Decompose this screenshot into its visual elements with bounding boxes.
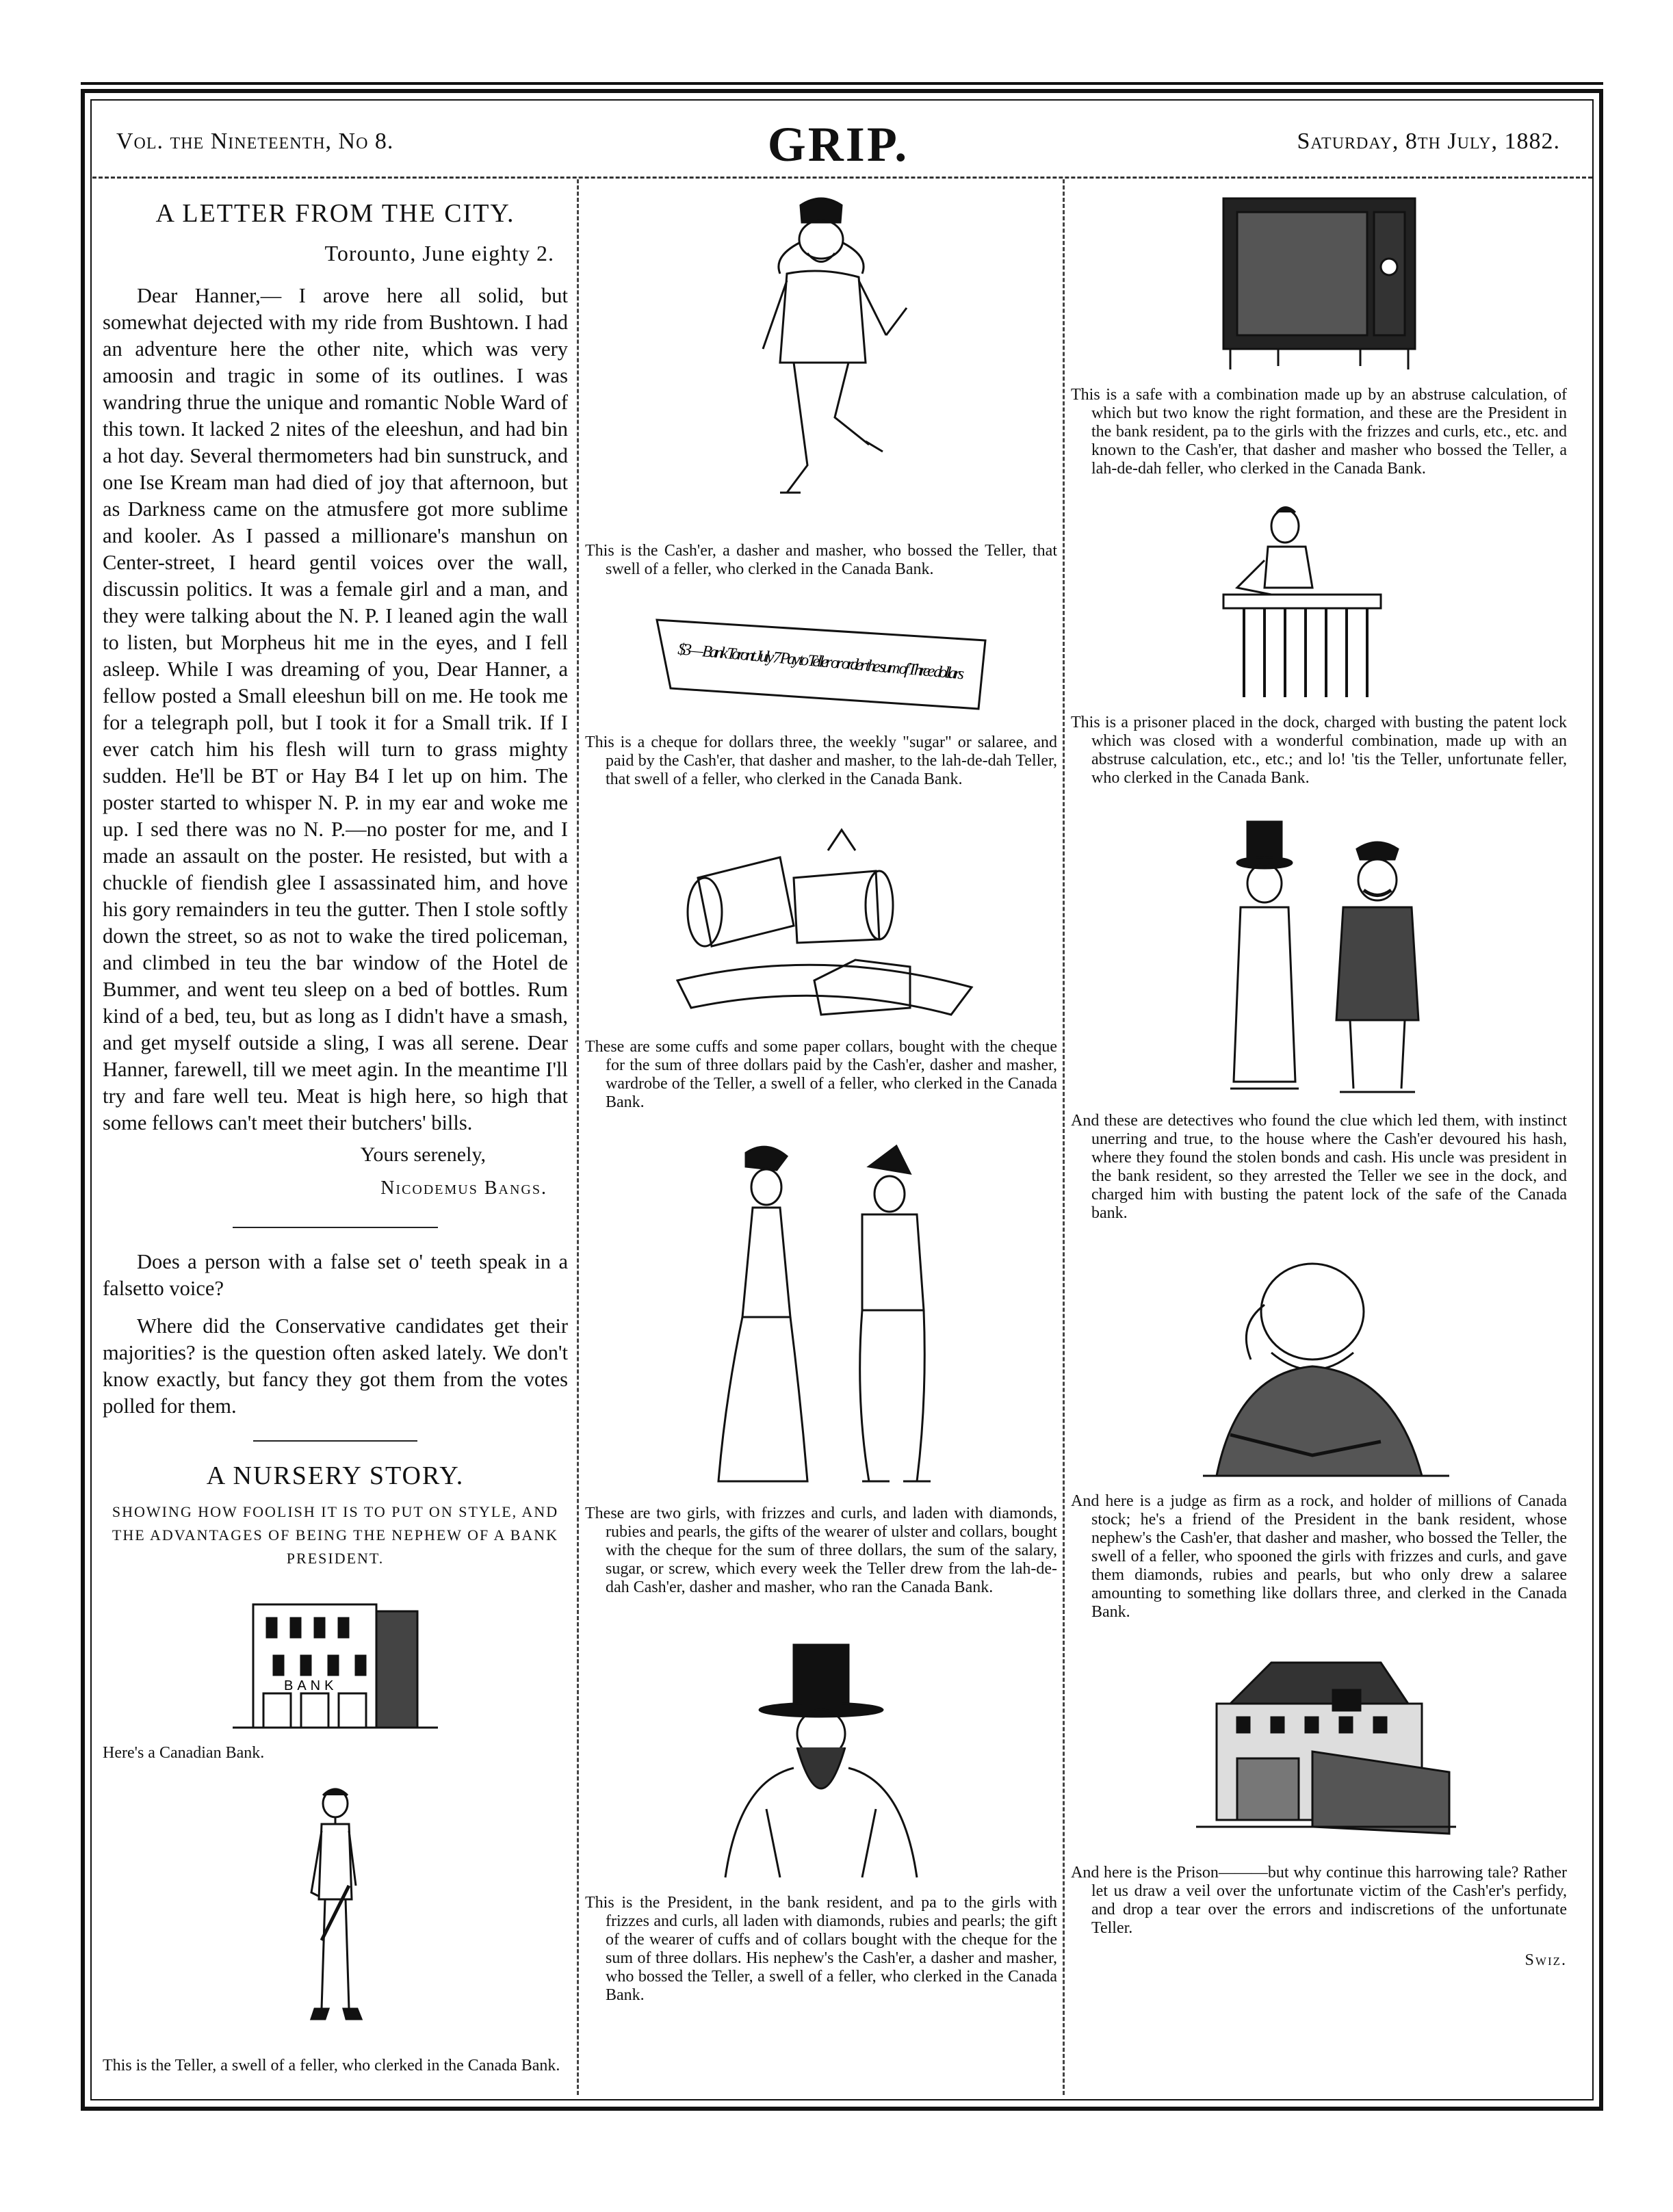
section-divider-2: [253, 1440, 417, 1442]
caption-girls: These are two girls, with frizzes and curls, and laden with diamonds, rubies and pearls, the gifts of the wearer of ulster and collars, bought with the cheque for the sum of three dollars, the sum of the salary, sugar, or screw, which every week the Teller drew from the lah-de-dah Cash'er, dasher and masher, who ran the Canada Bank.: [585, 1505, 1057, 1596]
cheque-text: $3— Bank Toront July 7 Pay to Teller or order the sum of Three dollars: [677, 640, 965, 684]
caption-prison: And here is the Prison———but why continue this harrowing tale? Rather let us draw a veil over the unfortunate victim of the Cash'er's perfidy, and drop a tear over the errors and indiscretions of the unfortunate Teller.: [1071, 1864, 1567, 1937]
masthead: GRIP.: [767, 117, 909, 172]
joke-majorities: Where did the Conservative candidates get their majorities? is the question often asked lately. We don't know exactly, but fancy they got them from the votes polled for them.: [103, 1314, 568, 1418]
column-rule-1: [577, 179, 579, 2095]
girls-illustration: [657, 1139, 985, 1495]
column-2: [585, 192, 1057, 2005]
letter-dateline: Torounto, June eighty 2.: [324, 241, 554, 265]
caption-prisoner: This is a prisoner placed in the dock, charged with busting the patent lock which was closed with a wonderful combination, made up with an abstruse calculation, etc., etc.; and lo! 'tis the Teller, unfortunate feller, who clerked in the Canada Bank.: [1071, 714, 1567, 787]
bank-sign-text: BANK: [284, 1678, 338, 1693]
safe-illustration: [1210, 192, 1429, 376]
column-rule-2: [1063, 179, 1065, 2095]
page-header: [103, 116, 1574, 171]
caption-detectives: And these are detectives who found the clue which led them, with instinct unerring and true, to the house where the Cash'er devoured his hash, where they found the stolen bonds and cash. His uncle was president in the bank resident, so they arrested the Teller we see in the dock, and charged him with busting the patent lock of the safe of the Canada bank.: [1071, 1112, 1567, 1222]
cuffs-illustration: [650, 823, 992, 1028]
section-divider: [233, 1227, 438, 1228]
teller-illustration: [281, 1783, 390, 2043]
nursery-subtitle: SHOWING HOW FOOLISH IT IS TO PUT ON STYLE, AND THE ADVANTAGES OF BEING THE NEPHEW OF A BANK PRESIDENT.: [112, 1503, 559, 1567]
letter-title: A LETTER FROM THE CITY.: [155, 199, 515, 228]
caption-cuffs: These are some cuffs and some paper collars, bought with the cheque for the sum of three dollars paid by the Cash'er, dasher and masher, wardrobe of the Teller, a swell of a feller, who clerked in the Canada Bank.: [585, 1038, 1057, 1111]
caption-safe: This is a safe with a combination made up by an abstruse calculation, of which but two know the right formation, and these are the President in the bank resident, pa to the girls with the frizzes and curls, etc., etc. and known to the Cash'er, that dasher and masher who bossed the Teller, a lah-de-dah feller, who clerked in the Canada Bank.: [1071, 386, 1567, 478]
detectives-illustration: [1189, 815, 1449, 1102]
volume-line: Vol. the Nineteenth, No 8.: [116, 129, 394, 154]
letter-signature: Nicodemus Bangs.: [380, 1177, 547, 1199]
joke-teeth: Does a person with a false set o' teeth speak in a falsetto voice?: [103, 1250, 568, 1300]
caption-president: This is the President, in the bank resident, and pa to the girls with frizzes and curls, all laden with diamonds, rubies and pearls; the gift of the wearer of cuffs and of collars bought with the cheque for the sum of three dollars. His nephew's the Cash'er, a dasher and masher, who bossed the Teller, a swell of a feller, who clerked in the Canada Bank.: [585, 1894, 1057, 2004]
caption-judge: And here is a judge as firm as a rock, and holder of millions of Canada stock; he's a friend of the President in the bank resident, whose nephew's the Cash'er, that dasher and masher, who bossed the Teller, the swell of a feller, who spooned the girls with frizzes and curls, and gave them diamonds, rubies and pearls, but who only drew a salaree amounting to something like dollars three, and clerked in the Canada Bank.: [1071, 1492, 1567, 1621]
letter-signoff: Yours serenely,: [360, 1143, 486, 1166]
bank-illustration: [233, 1591, 438, 1734]
column-3: [1071, 192, 1567, 1970]
column-1: [103, 192, 568, 2075]
header-rule: [92, 177, 1592, 179]
president-illustration: [684, 1631, 958, 1884]
nursery-title: A NURSERY STORY.: [206, 1461, 465, 1490]
caption-cheque: This is a cheque for dollars three, the weekly "sugar" or salaree, and paid by the Cash'er, that dasher and masher, to the lah-de-dah Teller, that swell of a feller, who clerked in the Canada Bank.: [585, 733, 1057, 788]
prisoner-illustration: [1203, 499, 1436, 704]
cheque-illustration: [643, 606, 999, 723]
judge-illustration: [1176, 1250, 1463, 1483]
letter-body: [103, 283, 568, 1136]
caption-bank: Here's a Canadian Bank.: [103, 1744, 265, 1762]
letter-text: Dear Hanner,— I arove here all solid, but somewhat dejected with my ride from Bushtown. I had an adventure here the other nite, which was very amoosin and tragic in some of its outlines. I was wandring thrue the unique and romantic Noble Ward of this town. It lacked 2 nites of the eleeshun, and had bin a hot day. Several thermometers had bin sunstruck, and one Ise Kream man had died of joy that afternoon, but as Darkness came on the atmusfere got more sublime and kooler. As I passed a millionare's manshun on Center-street, I heard gentil voices over the wall, discussin politics. It was a female girl and a man, and they were talking about the N. P. I leaned agin the wall to listen, but Morpheus hit me in the eyes, and I fell asleep. While I was dreaming of you, Dear Hanner, a fellow posted a Small eleeshun bill on me. He took me for a telegraph poll, but I took it for a Small trik. If I ever catch him his flesh will turn to grass mighty sudden. He'll be BT or Hay B4 I let up on him. The poster started to whisper N. P. in my ear and woke me up. I sed there was no N. P.—no poster for me, and I made an assault on the poster. He resisted, but with a chuckle of fiendish glee I assassinated him, and hove his gory remainders in teu the gutter. Then I stole softly down the street, so as not to wake the tired policeman, and climbed in teu the bar window of the Hotel de Bummer, and went teu sleep on a bed of bottles. Rum kind of a bed, teu, but as long as I didn't have a smash, and get myself outside a sling, I was all serene. Dear Hanner, farewell, till we meet agin. In the meantime I'll try and fare well teu. Meat is high here, so high that some fellows can't meet their butchers' bills.: [103, 284, 568, 1134]
casher-illustration: [712, 192, 931, 534]
caption-casher: This is the Cash'er, a dasher and masher, who bossed the Teller, that swell of a feller, who clerked in the Canada Bank.: [585, 542, 1057, 578]
top-rule: [81, 82, 1603, 85]
artist-signature: Swiz.: [1525, 1951, 1567, 1969]
prison-illustration: [1176, 1649, 1463, 1854]
issue-date: Saturday, 8th July, 1882.: [1297, 129, 1560, 154]
caption-teller: This is the Teller, a swell of a feller, who clerked in the Canada Bank.: [103, 2057, 560, 2074]
